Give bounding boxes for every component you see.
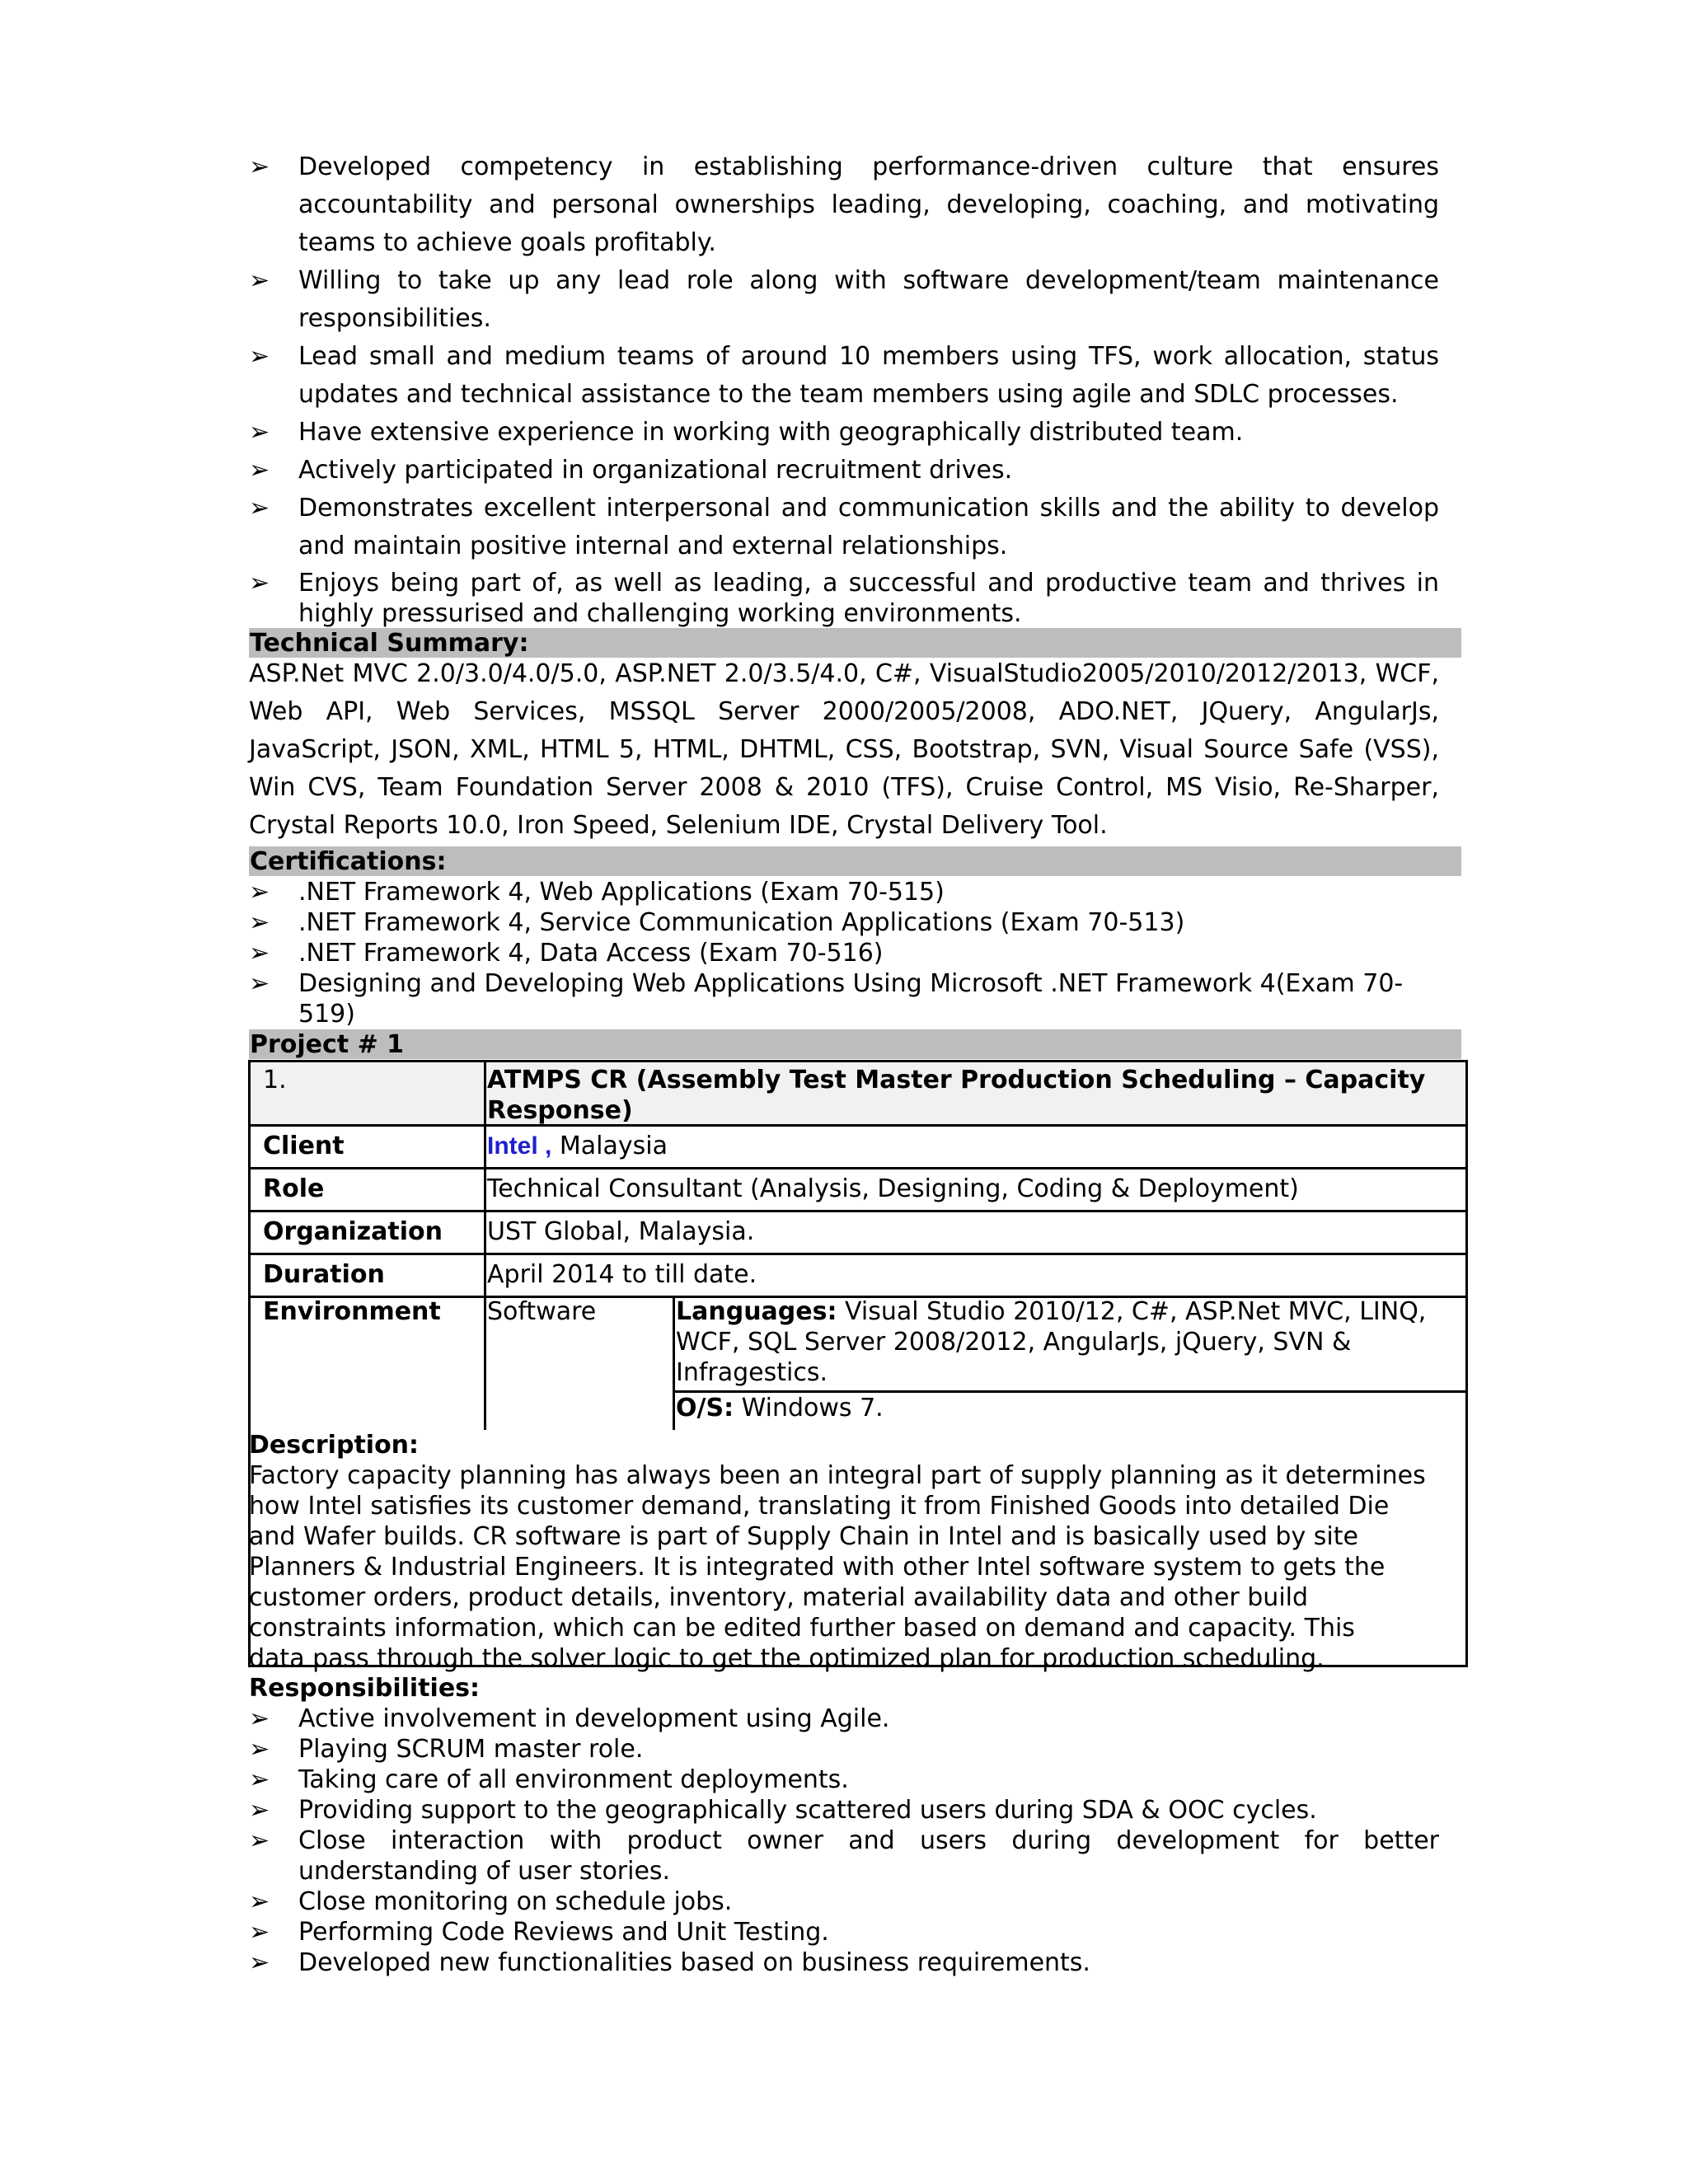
client-location: Malaysia xyxy=(551,1132,668,1160)
description-line: constraints information, which can be edited further based on demand and capacity. This xyxy=(249,1614,1355,1643)
client-value xyxy=(487,1131,668,1161)
bullet-arrow-icon: ➢ xyxy=(249,152,270,181)
description-line: and Wafer builds. CR software is part of Supply Chain in Intel and is basically used by site xyxy=(249,1522,1358,1551)
description-line: Factory capacity planning has always been an integral part of supply planning as it determines xyxy=(249,1461,1426,1490)
role-value: Technical Consultant (Analysis, Designing, Coding & Deployment) xyxy=(487,1174,1299,1203)
bullet-arrow-icon: ➢ xyxy=(249,1826,270,1855)
certifications-heading: Certifications: xyxy=(249,846,1461,876)
table-divider xyxy=(484,1060,486,1127)
table-divider xyxy=(484,1298,486,1430)
bullet-arrow-icon: ➢ xyxy=(249,342,270,371)
description-line: data pass through the solver logic to get the optimized plan for production scheduling. xyxy=(249,1644,1325,1673)
bullet-arrow-icon: ➢ xyxy=(249,878,270,907)
os-label: O/S: xyxy=(676,1394,734,1422)
table-divider xyxy=(673,1298,675,1430)
project-heading: Project # 1 xyxy=(249,1029,1461,1059)
bullet-arrow-icon: ➢ xyxy=(249,1735,270,1764)
responsibilities-heading: Responsibilities: xyxy=(249,1674,481,1703)
organization-label: Organization xyxy=(263,1217,443,1246)
duration-row xyxy=(248,1255,1468,1298)
technical-summary-text: ASP.Net MVC 2.0/3.0/4.0/5.0, ASP.NET 2.0/3.5/4.0, C#, VisualStudio2005/2010/2012/2013, WCF, Web API, Web Services, MSSQL Server 2000/2005/2008, ADO.NET, JQuery, AngularJs, JavaScript, JSON, XML, HTML 5, HTML, DHTML, CSS, Bootstrap, SVN, Visual Source Safe (VSS), Win CVS, Team Foundation Server 2008 & 2010 (TFS), Cruise Control, MS Visio, Re-Sharper, Crystal Reports 10.0, Iron Speed, Selenium IDE, Crystal Delivery Tool. xyxy=(249,659,1439,840)
project-number: 1. xyxy=(263,1066,287,1094)
description-heading: Description: xyxy=(249,1431,420,1460)
client-row xyxy=(248,1127,1468,1169)
technical-summary-heading: Technical Summary: xyxy=(249,628,1461,658)
environment-type: Software xyxy=(487,1297,597,1326)
bullet-arrow-icon: ➢ xyxy=(249,1948,270,1977)
bullet-arrow-icon: ➢ xyxy=(249,569,270,598)
table-divider xyxy=(484,1212,486,1255)
bullet-arrow-icon: ➢ xyxy=(249,1918,270,1947)
table-divider xyxy=(484,1169,486,1212)
languages-label: Languages: xyxy=(676,1297,837,1326)
description-line: customer orders, product details, inventory, material availability data and other build xyxy=(249,1583,1309,1612)
organization-value: UST Global, Malaysia. xyxy=(487,1217,755,1246)
project-title: ATMPS CR (Assembly Test Master Production Scheduling – Capacity Response) xyxy=(487,1066,1426,1125)
bullet-arrow-icon: ➢ xyxy=(249,418,270,447)
table-divider xyxy=(484,1255,486,1298)
bullet-arrow-icon: ➢ xyxy=(249,908,270,937)
bullet-arrow-icon: ➢ xyxy=(249,1704,270,1733)
table-divider xyxy=(484,1127,486,1169)
bullet-arrow-icon: ➢ xyxy=(249,1887,270,1916)
role-label: Role xyxy=(263,1174,325,1203)
description-text xyxy=(249,1460,1485,1674)
duration-label: Duration xyxy=(263,1260,385,1289)
bullet-arrow-icon: ➢ xyxy=(249,266,270,295)
bullet-arrow-icon: ➢ xyxy=(249,1796,270,1825)
description-line: how Intel satisfies its customer demand, translating it from Finished Goods into detailed Die xyxy=(249,1492,1390,1521)
client-label: Client xyxy=(263,1132,345,1160)
bullet-arrow-icon: ➢ xyxy=(249,494,270,523)
languages-value: Languages: Visual Studio 2010/12, C#, ASP.Net MVC, LINQ, WCF, SQL Server 2008/2012, AngularJs, jQuery, SVN & Infragestics. xyxy=(676,1297,1427,1387)
duration-value: April 2014 to till date. xyxy=(487,1260,757,1289)
description-line: Planners & Industrial Engineers. It is integrated with other Intel software system to gets the xyxy=(249,1553,1386,1582)
resume-page: ➢ Developed competency in establishing performance-driven culture that ensures accountability and personal ownerships leading, developing, coaching, and motivating teams to achieve goals profitably. ➢ Willing to take up any lead role along with software development/team maintenance responsibilities. ➢ Lead small and medium teams of around 10 members using TFS, work allocation, status updates and technical assistance to the team members using agile and SDLC processes. ➢ Have extensive experience in working with geographically distributed team. ➢ Actively participated in organizational recruitment drives. ➢ Demonstrates excellent interpersonal and communication skills and the ability to develop and maintain positive internal and external relationships. ➢ Enjoys being part of, as well as leading, a successful and productive team and thrives in highly pressurised and challenging working environments. Technical Summary: ASP.Net MVC 2.0/3.0/4.0/5.0, ASP.NET 2.0/3.5/4.0, C#, VisualStudio2005/2010/2012/2013, WCF, Web API, Web Services, MSSQL Server 2000/2005/2008, ADO.NET, JQuery, AngularJs, JavaScript, JSON, XML, HTML 5, HTML, DHTML, CSS, Bootstrap, SVN, Visual Source Safe (VSS), Win CVS, Team Foundation Server 2008 & 2010 (TFS), Cruise Control, MS Visio, Re-Sharper, Crystal Reports 10.0, Iron Speed, Selenium IDE, Crystal Delivery Tool. Certifications: ➢ .NET Framework 4, Web Applications (Exam 70-515) ➢ .NET Framework 4, Service Communication Applications (Exam 70-513) ➢ .NET Framework 4, Data Access (Exam 70-516) ➢ Designing and Developing Web Applications Using Microsoft .NET Framework 4(Exam 70-519) Project # 1 1. ATMPS CR (Assembly Test Master Production Scheduling – Capacity Response) Client Intel , Malaysia Role Technical Consultant (Analysis, Designing, Coding & Deployment) Organization UST Global, Malaysia. Duration April 2014 to till date. Environment Software Languages: Visual Studio 2010/12, C#, ASP.Net MVC, LINQ, WCF, SQL Server 2008/2012, AngularJs, jQuery, SVN & Infragestics. O/S: Windows 7. Description: Factory capacity planning has always been an integral part of supply planning as it determines how Intel satisfies its customer demand, translating it from Finished Goods into detailed Die and Wafer builds. CR software is part of Supply Chain in Intel and is basically used by site Planners & Industrial Engineers. It is integrated with other Intel software system to gets the customer orders, product details, inventory, material availability data and other build constraints information, which can be edited further based on demand and capacity. This data pass through the solver logic to get the optimized plan for production scheduling. Responsibilities: ➢ Active involvement in development using Agile. ➢ Playing SCRUM master role. ➢ Taking care of all environment deployments. ➢ Providing support to the geographically scattered users during SDA & OOC cycles. ➢ Close interaction with product owner and users during development for better understanding of user stories. ➢ Close monitoring on schedule jobs. ➢ Performing Code Reviews and Unit Testing. ➢ Developed new functionalities based on business requirements. xyxy=(0,0,1688,2184)
client-name: Intel , xyxy=(487,1132,552,1160)
bullet-arrow-icon: ➢ xyxy=(249,939,270,968)
environment-label: Environment xyxy=(263,1297,441,1326)
bullet-arrow-icon: ➢ xyxy=(249,456,270,485)
os-value: O/S: Windows 7. xyxy=(676,1394,884,1422)
bullet-arrow-icon: ➢ xyxy=(249,1765,270,1794)
bullet-arrow-icon: ➢ xyxy=(249,969,270,998)
